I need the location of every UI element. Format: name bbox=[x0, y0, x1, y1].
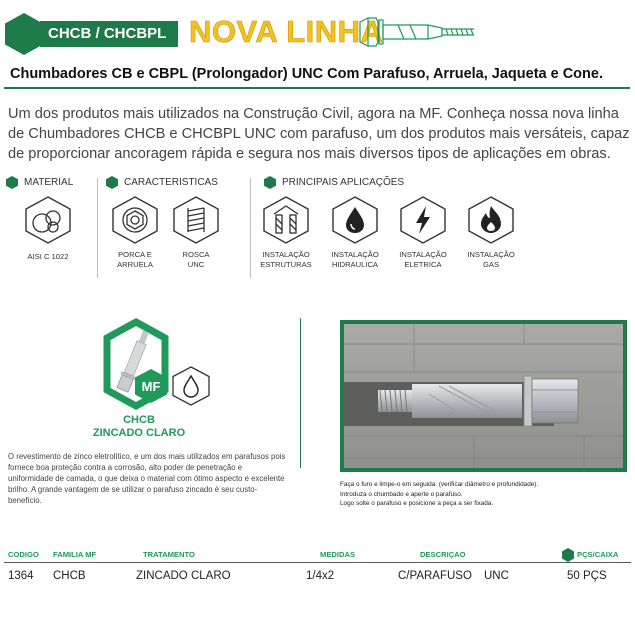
mf-logo-text: MF bbox=[141, 379, 161, 394]
page-subtitle: Chumbadores CB e CBPL (Prolongador) UNC Com Parafuso, Arruela, Jaqueta e Cone. bbox=[10, 66, 603, 82]
col-pcs: PÇS/CAIXA bbox=[577, 550, 619, 559]
section-caracteristicas-label: CARACTERISTICAS bbox=[124, 177, 218, 188]
section-hexagon-icon bbox=[264, 176, 276, 189]
subtitle-divider bbox=[4, 87, 630, 89]
section-divider bbox=[97, 178, 98, 278]
header-hexagon-icon bbox=[4, 12, 44, 56]
table-divider bbox=[4, 562, 631, 563]
thread-icon bbox=[173, 196, 219, 244]
col-codigo: CODIGO bbox=[8, 550, 39, 559]
cell-tratamento: ZINCADO CLARO bbox=[136, 570, 231, 582]
steel-bars-icon bbox=[25, 196, 71, 244]
caracteristica-label: ROSCA UNC bbox=[182, 250, 210, 269]
cell-rosca: UNC bbox=[484, 570, 509, 582]
structure-icon bbox=[263, 196, 309, 244]
section-hexagon-icon bbox=[106, 176, 118, 189]
water-drop-icon bbox=[172, 366, 210, 406]
section-hexagon-icon bbox=[6, 176, 18, 189]
mf-logo-icon bbox=[134, 368, 168, 404]
cell-medidas: 1/4x2 bbox=[306, 570, 335, 582]
caracteristica-label: PORCA E ARRUELA bbox=[117, 250, 153, 269]
col-familia: FAMILIA MF bbox=[53, 550, 97, 559]
material-label: AISI C 1022 bbox=[27, 252, 69, 261]
section-caracteristicas-title bbox=[106, 176, 218, 189]
product-photo bbox=[340, 320, 627, 472]
section-aplicacoes-label: PRINCIPAIS APLICAÇÕES bbox=[282, 177, 405, 188]
aplicacao-label: INSTALAÇÃO ESTRUTURAS bbox=[260, 250, 312, 269]
product-title: CHCB ZINCADO CLARO bbox=[92, 414, 186, 439]
product-description: O revestimento de zinco eletrolítico, e um dos mais utilizados em parafusos pois fornece boa proteção contra a corrosão, alto poder de penetração e uniformidade de camada, o que deixa o material com ótimo aspecto e excelente brilho. A grande vantagem de se utilizar o parafuso zincado é seu custo-benefício. bbox=[8, 452, 286, 505]
vertical-divider bbox=[300, 318, 301, 468]
cell-codigo: 1364 bbox=[8, 570, 34, 582]
water-drop-icon bbox=[332, 196, 378, 244]
section-material-title bbox=[6, 176, 73, 189]
cell-descricao: C/PARAFUSO bbox=[398, 570, 472, 582]
col-tratamento: TRATAMENTO bbox=[143, 550, 195, 559]
lightning-icon bbox=[400, 196, 446, 244]
cell-familia: CHCB bbox=[53, 570, 86, 582]
anchor-installed-illustration bbox=[344, 324, 623, 468]
col-medidas: MEDIDAS bbox=[320, 550, 356, 559]
aplicacao-label: INSTALAÇÃO ELETRICA bbox=[399, 250, 447, 269]
aplicacao-label: INSTALAÇÃO GAS bbox=[467, 250, 515, 269]
aplicacao-label: INSTALAÇÃO HIDRAULICA bbox=[331, 250, 379, 269]
headline: NOVA LINHA bbox=[189, 14, 384, 49]
table-header bbox=[0, 548, 635, 562]
section-material-label: MATERIAL bbox=[24, 177, 74, 188]
table-hexagon-icon bbox=[562, 548, 574, 562]
col-descricao: DESCRIÇAO bbox=[420, 550, 466, 559]
section-aplicacoes-title bbox=[264, 176, 404, 189]
nut-washer-icon bbox=[112, 196, 158, 244]
photo-caption: Faça o furo e limpe-o em seguida. (verificar diâmetro e profundidade). Introduza o chumbado e aperte o parafuso. Logo solte o parafuso e posicione a peça a ser fixada. bbox=[340, 481, 539, 507]
anchor-bolt-outline-icon bbox=[358, 14, 476, 50]
intro-paragraph: Um dos produtos mais utilizados na Construção Civil, agora na MF. Conheça nossa nova linha de Chumbadores CHCB e CHCBPL UNC com parafuso, um dos produtos mais versáteis, capaz de proporcionar ancoragem rápida e segura nos mais diversos tipos de aplicações em obras. bbox=[8, 106, 630, 162]
cell-pcs: 50 PÇS bbox=[567, 570, 607, 582]
product-badge: CHCB / CHCBPL bbox=[40, 21, 178, 47]
flame-icon bbox=[468, 196, 514, 244]
